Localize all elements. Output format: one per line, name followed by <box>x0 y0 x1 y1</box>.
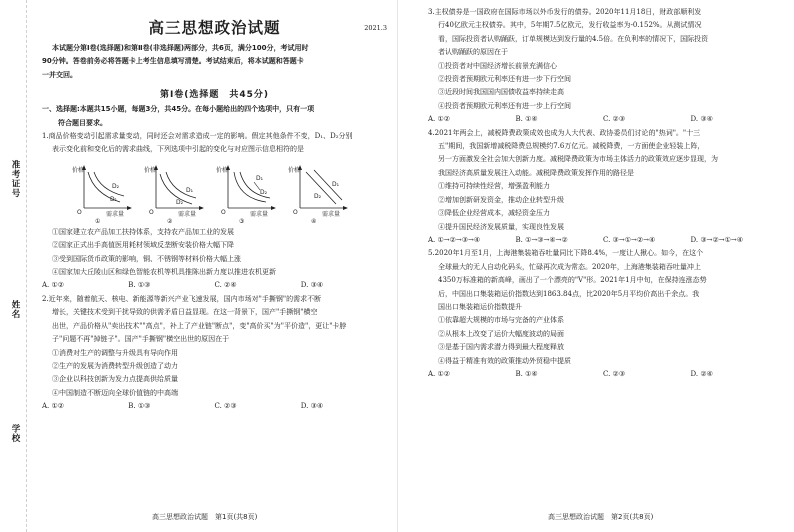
intro-block <box>42 42 387 414</box>
binding-line <box>26 0 27 532</box>
answer-item: ④中国制造不断迈向全球价值链的中高端 <box>52 388 178 397</box>
origin-label: O <box>149 208 154 216</box>
option-d[interactable]: D. ③→②→①→④ <box>690 235 744 244</box>
d2-label: D₂ <box>176 198 184 206</box>
curve-d1 <box>166 172 196 198</box>
intro-line: 90分钟。答卷前务必将答题卡上考生信息填写清楚。考试结束后，将本试题和答题卡 <box>42 57 304 66</box>
answer-item: ③近段时间我国国内国债收益率持续走高 <box>438 88 564 97</box>
name-label: 姓名 <box>10 300 20 319</box>
exam-title: 高三思想政治试题 <box>148 18 281 37</box>
option-b[interactable]: B. ①③ <box>128 281 151 290</box>
option-d[interactable]: D. ③④ <box>690 115 713 124</box>
demand-graph-4 <box>288 160 350 224</box>
answer-item: ④提升国民经济发展质量，实现良性发展 <box>438 222 564 231</box>
demand-graph-3 <box>216 160 278 224</box>
option-b[interactable]: B. ①→③→④→② <box>515 235 568 244</box>
question-stem: 4350万标准箱的新高峰，画出了一个漂亮的"V"形。2021年1月中旬，在保持连涨态势 <box>438 276 707 285</box>
question-stem: 后，中国出口集装箱运价指数达到1863.84点，比2020年5月平均价高出千余点。我 <box>438 289 700 298</box>
answer-item: ②从根本上改变了运价大幅度波动的局面 <box>438 329 564 338</box>
option-d[interactable]: D. ②④ <box>690 369 713 378</box>
question-5 <box>428 247 778 381</box>
answer-item: ③降低企业经营成本，减轻资金压力 <box>438 209 550 218</box>
option-a[interactable]: A. ①→②→③→④ <box>428 235 481 244</box>
answer-options <box>42 279 387 292</box>
origin-label: O <box>293 208 298 216</box>
d1-label: D₁ <box>332 180 340 188</box>
question-stem: 3.主权债券是一国政府在国际市场以外币发行的债券。2020年11月18日，财政部顺利发 <box>428 8 702 16</box>
intro-line: 本试题分第Ⅰ卷(选择题)和第Ⅱ卷(非选择题)两部分，共6页，满分100分，考试用时 <box>52 44 309 52</box>
question-stem: 另一方面激发全社会加大创新力度。减税降费政策为市场主体活力的政策效应逐步显现，为 <box>438 155 718 164</box>
graph-number: ④ <box>311 217 317 224</box>
d1-label: D₁ <box>186 186 194 194</box>
question-stem: 表示变化前和变化后的需求曲线，下列选项中引起的变化与对应图示信息相符的是 <box>52 145 304 154</box>
option-a[interactable]: A. ①② <box>428 369 451 378</box>
answer-item: ②国家正式出手高值医用耗材领域反垄断安装价格大幅下降 <box>52 241 234 250</box>
answer-item: ③企业以科技创新为发力点提高供给质量 <box>52 375 178 384</box>
y-axis-label: 价格 <box>216 166 229 174</box>
x-axis-label: 需求量 <box>178 210 197 218</box>
question-1 <box>42 130 387 293</box>
demand-graphs <box>42 160 387 224</box>
answer-item: ①投资者对中国经济增长前景充满信心 <box>438 61 557 70</box>
d2-label: D₂ <box>260 188 268 196</box>
origin-label: O <box>221 208 226 216</box>
answer-item: ③受到国际货币政策的影响，铜、不锈钢等材料价格大幅上涨 <box>52 254 241 263</box>
page-divider <box>397 0 398 532</box>
option-b[interactable]: B. ①④ <box>515 115 538 124</box>
answer-options <box>428 368 778 381</box>
question-4 <box>428 127 778 248</box>
answer-item: ④国家加大丘陵山区和绿色智能农机等机具推陈出新力度以推进农机更新 <box>52 268 276 277</box>
answer-options <box>428 234 778 247</box>
page-footer-left: 高三思想政治试题 第1页(共8页) <box>152 513 258 521</box>
d1-label: D₁ <box>110 195 118 203</box>
option-a[interactable]: A. ①② <box>42 281 65 290</box>
d2-label: D₂ <box>314 192 322 200</box>
option-c[interactable]: C. ②③ <box>214 402 237 411</box>
instruction-line: 一、选择题:本题共15小题，每题3分，共45分。在每小题给出的四个选项中，只有一项 <box>42 105 315 114</box>
origin-label: O <box>77 208 82 216</box>
answer-item: ①消费对生产的调整与升级具有导向作用 <box>52 348 178 357</box>
question-stem: 我国经济高质量发展注入动能。减税降费政策发挥作用的路径是 <box>438 168 634 177</box>
option-b[interactable]: B. ①③ <box>128 402 151 411</box>
answer-item: ②生产的发展为消费转型升级创造了动力 <box>52 361 178 370</box>
graph-number: ① <box>95 217 101 224</box>
instruction-line: 符合题目要求。 <box>58 118 107 127</box>
exam-number-label: 准考证号 <box>10 160 20 198</box>
question-stem: 者认购踊跃的原因在于 <box>438 48 508 57</box>
answer-options <box>428 113 778 126</box>
answer-item: ③是基于国内需求潜力得到最大程度释放 <box>438 343 564 352</box>
answer-item: ①依靠超大规模的市场与完备的产业体系 <box>438 316 564 325</box>
question-stem: 看，国际投资者认购踊跃，订单规模达到发行量的4.5倍。在负利率的情况下，国际投资 <box>438 34 709 43</box>
question-stem: 4.2021年两会上，减税降费政策成效也成为人大代表、政协委员们讨论的"热词"。"十三 <box>428 128 701 137</box>
demand-graph-2 <box>144 160 206 224</box>
option-a[interactable]: A. ①② <box>42 402 65 411</box>
answer-item: ②增加创新研发资金，推动企业转型升级 <box>438 195 564 204</box>
option-c[interactable]: C. ②③ <box>603 369 626 378</box>
y-axis-label: 价格 <box>288 166 301 174</box>
question-stem: 增长，关键技术受到干扰导致的供需矛盾日益显现。在这一背景下，国产"手撕钢"横空 <box>52 308 318 317</box>
option-c[interactable]: C. ②③ <box>603 115 626 124</box>
graph-number: ③ <box>239 217 245 224</box>
answer-item: ②投资者预期欧元利率还有进一步下行空间 <box>438 75 571 84</box>
question-stem: 全球最大的无人自动化码头，忙碌再次成为常态。2020年，上海港集装箱吞吐量冲上 <box>438 262 701 271</box>
answer-item: ①维持可持续性经营，增强盈利能力 <box>438 182 550 191</box>
question-stem: 五"期间，我国新增减税降费总规模约7.6万亿元。减税降费，一方面使企业轻装上阵， <box>438 142 705 151</box>
option-d[interactable]: D. ③④ <box>300 402 324 411</box>
option-b[interactable]: B. ①④ <box>515 369 538 378</box>
answer-item: ①国家建立农产品加工扶持体系，支持农产品加工业的发展 <box>52 227 234 236</box>
question-stem: 行40亿欧元主权债券。其中，5年期7.5亿欧元，发行收益率为-0.152%。从测试情况 <box>438 21 702 30</box>
school-label: 学校 <box>10 424 20 443</box>
intro-line: 一并交回。 <box>42 70 77 79</box>
page-right <box>400 0 794 532</box>
question-stem: 子"问题不再"掉链子"。国产"手撕钢"横空出世的原因在于 <box>52 335 230 344</box>
y-axis-label: 价格 <box>144 166 157 174</box>
y-axis-label: 价格 <box>72 166 85 174</box>
option-a[interactable]: A. ①② <box>428 115 451 124</box>
question-stem: 1.商品价格变动引起需求量变动，同时还会对需求造成一定的影响。假定其他条件不变，D₁、D₂分别 <box>42 132 353 141</box>
right-question-block <box>428 6 778 381</box>
curve-d2 <box>94 172 124 196</box>
x-axis-label: 需求量 <box>322 210 341 218</box>
question-stem: 5.2020年1月至1月，上海港集装箱吞吐量同比下降8.4%，一度让人揪心。如今，在这个 <box>428 249 704 258</box>
option-c[interactable]: C. ②④ <box>214 281 237 290</box>
graph-number: ② <box>167 217 173 224</box>
question-2 <box>42 293 387 414</box>
exam-date: 2021.3 <box>364 24 387 32</box>
answer-item: ④得益于精准有效的政策推动外贸稳中提质 <box>438 356 571 365</box>
question-stem: 出世，产品价格从"卖出技术""高点"，补上了产业链"断点"，变"高价买"为"平价造"，更让"卡脖 <box>52 321 347 330</box>
section-title: 第Ⅰ卷(选择题 共45分) <box>159 90 270 101</box>
demand-graph-1 <box>72 160 134 224</box>
page-footer-right: 高三思想政治试题 第2页(共8页) <box>548 513 654 521</box>
option-d[interactable]: D. ③④ <box>300 281 324 290</box>
x-axis-label: 需求量 <box>106 210 125 218</box>
answer-options <box>42 400 387 413</box>
answer-item: ④投资者预期欧元利率还有进一步上行空间 <box>438 101 571 110</box>
d2-label: D₂ <box>112 182 120 190</box>
question-stem: 国出口集装箱运价指数提升 <box>438 302 522 311</box>
x-axis-label: 需求量 <box>250 210 269 218</box>
question-3 <box>428 6 778 127</box>
question-stem: 2.近年来，随着航天、核电、新能源等新兴产业飞速发展，国内市场对"手撕钢"的需求不断 <box>42 294 322 303</box>
option-c[interactable]: C. ③→①→②→④ <box>603 235 656 244</box>
d1-label: D₁ <box>256 174 264 182</box>
